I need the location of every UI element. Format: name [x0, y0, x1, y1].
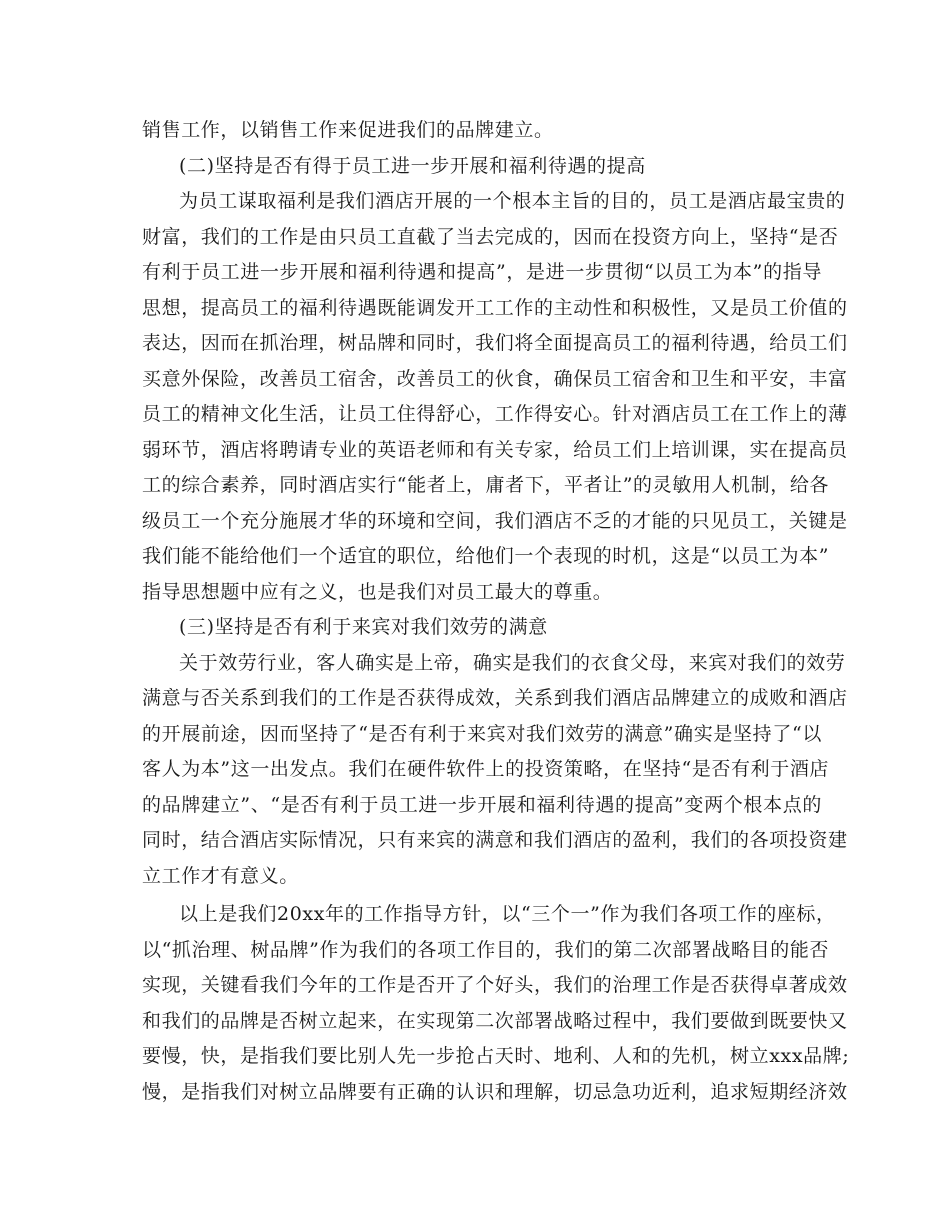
- paragraph-line: 实现，关键看我们今年的工作是否开了个好头，我们的治理工作是否获得卓著成效: [142, 974, 848, 996]
- section-heading: (三)坚持是否有利于来宾对我们效劳的满意: [179, 616, 548, 638]
- paragraph-line: 客人为本”这一出发点。我们在硬件软件上的投资策略，在坚持“是否有利于酒店: [142, 758, 830, 780]
- paragraph-line: 为员工谋取福利是我们酒店开展的一个根本主旨的目的，员工是酒店最宝贵的: [179, 190, 846, 212]
- paragraph-line: 我们能不能给他们一个适宜的职位，给他们一个表现的时机，这是“以员工为本”: [142, 545, 830, 567]
- paragraph-line: 和我们的品牌是否树立起来，在实现第二次部署战略过程中，我们要做到既要快又: [142, 1010, 848, 1032]
- paragraph-line: 慢，是指我们对树立品牌要有正确的认识和理解，切忌急功近利，追求短期经济效: [142, 1081, 848, 1103]
- paragraph-line: 表达，因而在抓治理，树品牌和同时，我们将全面提高员工的福利待遇，给员工们: [142, 332, 848, 354]
- paragraph-line: 立工作才有意义。: [142, 865, 299, 887]
- paragraph-line: 弱环节，酒店将聘请专业的英语老师和有关专家，给员工们上培训课，实在提高员: [142, 439, 848, 461]
- paragraph-line: 指导思想题中应有之义，也是我们对员工最大的尊重。: [142, 581, 613, 603]
- text-line: 销售工作，以销售工作来促进我们的品牌建立。: [142, 119, 554, 141]
- paragraph-line: 员工的精神文化生活，让员工住得舒心，工作得安心。针对酒店员工在工作上的薄: [142, 403, 848, 425]
- paragraph-line: 工的综合素养，同时酒店实行“能者上，庸者下，平者让”的灵敏用人机制，给各: [142, 474, 830, 496]
- paragraph-line: 以“抓治理、树品牌”作为我们的各项工作目的，我们的第二次部署战略目的能否: [142, 939, 830, 961]
- paragraph-line: 的品牌建立”、“是否有利于员工进一步开展和福利待遇的提高”变两个根本点的: [142, 794, 822, 816]
- paragraph-line: 同时，结合酒店实际情况，只有来宾的满意和我们酒店的盈利，我们的各项投资建: [142, 829, 848, 851]
- paragraph-line: 买意外保险，改善员工宿舍，改善员工的伙食，确保员工宿舍和卫生和平安，丰富: [142, 368, 848, 390]
- paragraph-line: 的开展前途，因而坚持了“是否有利于来宾对我们效劳的满意”确实是坚持了“以: [142, 723, 822, 745]
- paragraph-line: 级员工一个充分施展才华的环境和空间，我们酒店不乏的才能的只见员工，关键是: [142, 510, 848, 532]
- paragraph-line: 满意与否关系到我们的工作是否获得成效，关系到我们酒店品牌建立的成败和酒店: [142, 687, 848, 709]
- paragraph-line: 以上是我们20xx年的工作指导方针，以“三个一”作为我们各项工作的座标，: [179, 903, 836, 925]
- paragraph-line: 有利于员工进一步开展和福利待遇和提高”，是进一步贯彻“以员工为本”的指导: [142, 261, 822, 283]
- paragraph-line: 关于效劳行业，客人确实是上帝，确实是我们的衣食父母，来宾对我们的效劳: [179, 652, 846, 674]
- paragraph-line: 要慢，快，是指我们要比别人先一步抢占天时、地利、人和的先机，树立xxx品牌;: [142, 1045, 850, 1067]
- paragraph-line: 财富，我们的工作是由只员工直截了当去完成的，因而在投资方向上，坚持“是否: [142, 226, 839, 248]
- section-heading: (二)坚持是否有得于员工进一步开展和福利待遇的提高: [179, 155, 646, 177]
- paragraph-line: 思想，提高员工的福利待遇既能调发开工工作的主动性和积极性，又是员工价值的: [142, 297, 848, 319]
